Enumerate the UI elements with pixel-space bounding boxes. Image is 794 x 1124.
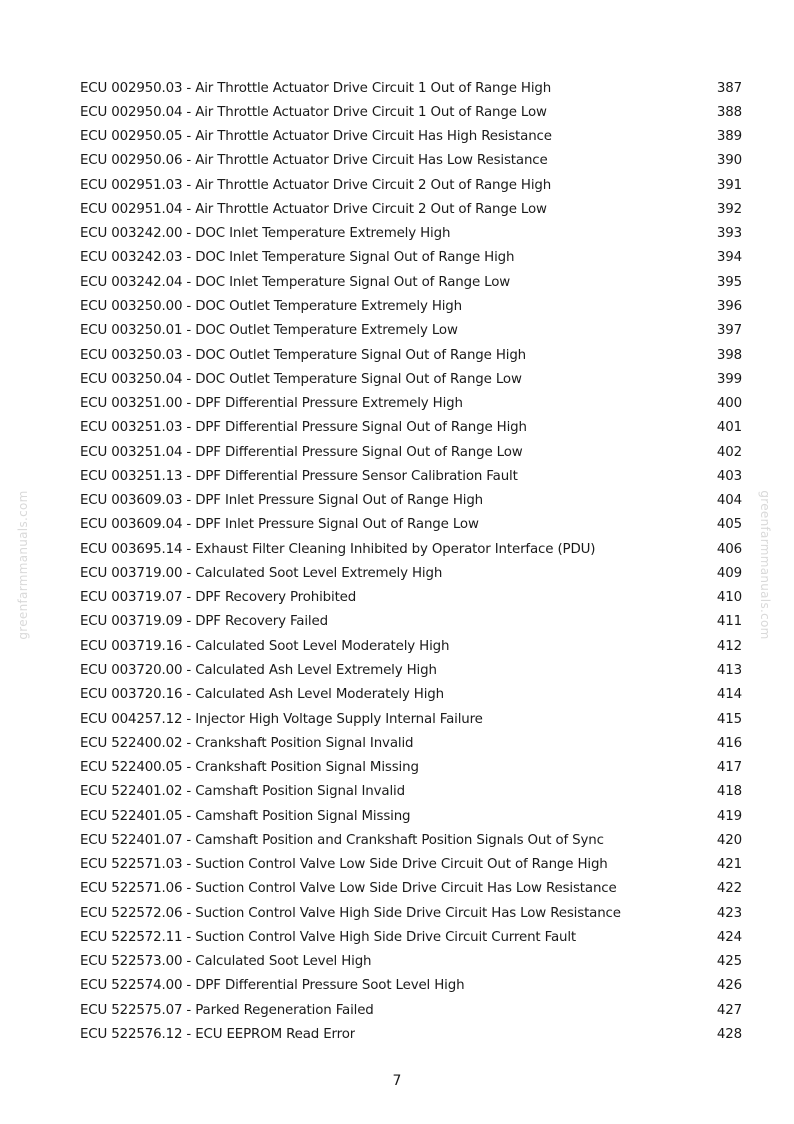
toc-entry[interactable] <box>80 319 742 343</box>
toc-entry[interactable] <box>80 76 742 100</box>
toc-entry-title: ECU 002950.03 - Air Throttle Actuator Drive Circuit 1 Out of Range High <box>80 80 552 96</box>
toc-entry-page: 416 <box>716 735 742 751</box>
toc-entry[interactable] <box>80 974 742 998</box>
toc-entry-title: ECU 003609.03 - DPF Inlet Pressure Signal Out of Range High <box>80 493 484 509</box>
toc-entry[interactable] <box>80 780 742 804</box>
toc-entry[interactable] <box>80 125 742 149</box>
toc-entry-title: ECU 002950.04 - Air Throttle Actuator Drive Circuit 1 Out of Range Low <box>80 104 547 120</box>
toc-entry-title: ECU 003250.03 - DOC Outlet Temperature Signal Out of Range High <box>80 347 527 363</box>
toc-entry[interactable] <box>80 610 742 634</box>
toc-entry-page: 396 <box>716 299 742 315</box>
toc-entry[interactable] <box>80 1022 742 1046</box>
toc-entry-page: 387 <box>716 80 742 96</box>
toc-entry-title: ECU 003242.04 - DOC Inlet Temperature Signal Out of Range Low <box>80 274 511 290</box>
toc-entry-page: 409 <box>716 565 742 581</box>
toc-entry[interactable] <box>80 755 742 779</box>
toc-entry-page: 399 <box>716 371 742 387</box>
toc-entry-title: ECU 002951.04 - Air Throttle Actuator Drive Circuit 2 Out of Range Low <box>80 201 547 217</box>
toc-entry[interactable] <box>80 513 742 537</box>
toc-entry-title: ECU 003250.01 - DOC Outlet Temperature Extremely Low <box>80 323 458 339</box>
toc-entry-title: ECU 522571.06 - Suction Control Valve Low Side Drive Circuit Has Low Resistance <box>80 881 617 897</box>
toc-entry[interactable] <box>80 173 742 197</box>
toc-entry[interactable] <box>80 586 742 610</box>
toc-entry-page: 413 <box>716 663 742 678</box>
toc-entry[interactable] <box>80 853 742 877</box>
toc-entry-page: 422 <box>716 881 742 897</box>
toc-entry[interactable] <box>80 998 742 1022</box>
toc-entry-title: ECU 003719.16 - Calculated Soot Level Moderately High <box>80 638 450 654</box>
toc-entry-page: 400 <box>716 396 742 412</box>
toc-entry-page: 424 <box>716 929 742 945</box>
toc-entry-page: 419 <box>716 808 742 824</box>
toc-entry[interactable] <box>80 343 742 367</box>
toc-entry-page: 406 <box>716 541 742 557</box>
toc-entry[interactable] <box>80 464 742 488</box>
toc-entry-title: ECU 003719.09 - DPF Recovery Failed <box>80 614 328 630</box>
watermark-left: greenfarmmanuals.com <box>16 490 30 640</box>
toc-entry-title: ECU 002950.05 - Air Throttle Actuator Drive Circuit Has High Resistance <box>80 129 552 145</box>
toc-entry[interactable] <box>80 440 742 464</box>
toc-entry[interactable] <box>80 100 742 124</box>
toc-entry-title: ECU 522576.12 - ECU EEPROM Read Error <box>80 1026 356 1042</box>
toc-entry-title: ECU 003251.04 - DPF Differential Pressure Signal Out of Range Low <box>80 444 523 460</box>
toc-entry-page: 402 <box>716 444 742 460</box>
toc-entry-page: 393 <box>716 226 742 242</box>
toc-entry-page: 405 <box>716 517 742 533</box>
toc-entry-title: ECU 522571.03 - Suction Control Valve Low Side Drive Circuit Out of Range High <box>80 857 608 873</box>
toc-entry-title: ECU 522573.00 - Calculated Soot Level High <box>80 954 372 970</box>
toc-entry[interactable] <box>80 294 742 318</box>
watermark-right: greenfarmmanuals.com <box>758 490 772 640</box>
toc-entry[interactable] <box>80 416 742 440</box>
toc-entry-title: ECU 003251.03 - DPF Differential Pressure Signal Out of Range High <box>80 420 527 436</box>
toc-entry-page: 395 <box>716 274 742 290</box>
toc-entry[interactable] <box>80 658 742 682</box>
toc-entry-page: 411 <box>716 614 742 630</box>
page-number: 7 <box>392 1073 402 1089</box>
toc-entry-title: ECU 522400.02 - Crankshaft Position Signal Invalid <box>80 735 414 751</box>
toc-entry-title: ECU 522401.02 - Camshaft Position Signal Invalid <box>80 784 405 800</box>
toc-entry[interactable] <box>80 537 742 561</box>
toc-entry-page: 414 <box>716 687 742 703</box>
toc-entry-page: 391 <box>716 177 742 193</box>
toc-entry-title: ECU 003695.14 - Exhaust Filter Cleaning Inhibited by Operator Interface (PDU) <box>80 541 596 557</box>
toc-entry[interactable] <box>80 877 742 901</box>
toc-entry[interactable] <box>80 804 742 828</box>
toc-entry-title: ECU 522574.00 - DPF Differential Pressure Soot Level High <box>80 978 465 994</box>
toc-entry-page: 418 <box>716 784 742 800</box>
toc-entry-page: 398 <box>716 347 742 363</box>
toc-entry-title: ECU 002950.06 - Air Throttle Actuator Drive Circuit Has Low Resistance <box>80 153 548 169</box>
toc-entry-page: 389 <box>716 129 742 145</box>
toc-entry-page: 403 <box>716 468 742 484</box>
toc-entry-title: ECU 003720.00 - Calculated Ash Level Extremely High <box>80 663 437 678</box>
toc-entry[interactable] <box>80 683 742 707</box>
toc-entry-title: ECU 003251.13 - DPF Differential Pressure Sensor Calibration Fault <box>80 468 518 484</box>
toc-entry-page: 425 <box>716 954 742 970</box>
toc-entry[interactable] <box>80 901 742 925</box>
toc-entry[interactable] <box>80 270 742 294</box>
toc-entry-page: 415 <box>716 711 742 727</box>
toc-entry-page: 423 <box>716 905 742 921</box>
toc-entry-title: ECU 522400.05 - Crankshaft Position Signal Missing <box>80 760 419 776</box>
table-of-contents <box>80 76 742 1047</box>
toc-entry[interactable] <box>80 707 742 731</box>
toc-entry-page: 404 <box>716 493 742 509</box>
toc-entry-page: 392 <box>716 201 742 217</box>
toc-entry-page: 417 <box>716 760 742 776</box>
toc-entry[interactable] <box>80 391 742 415</box>
toc-entry-title: ECU 003720.16 - Calculated Ash Level Moderately High <box>80 687 444 703</box>
toc-entry-title: ECU 522572.06 - Suction Control Valve High Side Drive Circuit Has Low Resistance <box>80 905 621 921</box>
toc-entry[interactable] <box>80 489 742 513</box>
toc-entry-page: 412 <box>716 638 742 654</box>
toc-entry-page: 421 <box>716 857 742 873</box>
toc-entry[interactable] <box>80 222 742 246</box>
toc-entry-page: 420 <box>716 832 742 848</box>
toc-entry-title: ECU 003609.04 - DPF Inlet Pressure Signal Out of Range Low <box>80 517 479 533</box>
toc-entry-title: ECU 003719.00 - Calculated Soot Level Extremely High <box>80 565 443 581</box>
toc-entry-title: ECU 522575.07 - Parked Regeneration Failed <box>80 1002 374 1018</box>
toc-entry[interactable] <box>80 925 742 949</box>
toc-entry[interactable] <box>80 828 742 852</box>
toc-entry-page: 388 <box>716 104 742 120</box>
toc-entry-page: 401 <box>716 420 742 436</box>
toc-entry-page: 426 <box>716 978 742 994</box>
toc-entry-page: 394 <box>716 250 742 266</box>
toc-entry[interactable] <box>80 731 742 755</box>
toc-entry-page: 410 <box>716 590 742 606</box>
toc-entry-title: ECU 003250.04 - DOC Outlet Temperature Signal Out of Range Low <box>80 371 522 387</box>
toc-entry-title: ECU 003719.07 - DPF Recovery Prohibited <box>80 590 357 606</box>
toc-entry-title: ECU 002951.03 - Air Throttle Actuator Drive Circuit 2 Out of Range High <box>80 177 552 193</box>
toc-entry-page: 428 <box>716 1026 742 1042</box>
toc-entry[interactable] <box>80 634 742 658</box>
toc-entry-title: ECU 522572.11 - Suction Control Valve High Side Drive Circuit Current Fault <box>80 929 577 945</box>
toc-entry[interactable] <box>80 561 742 585</box>
toc-entry[interactable] <box>80 246 742 270</box>
toc-entry-title: ECU 003250.00 - DOC Outlet Temperature Extremely High <box>80 299 462 315</box>
toc-entry-page: 390 <box>716 153 742 169</box>
toc-entry-title: ECU 522401.07 - Camshaft Position and Crankshaft Position Signals Out of Sync <box>80 832 604 848</box>
toc-entry-title: ECU 522401.05 - Camshaft Position Signal Missing <box>80 808 411 824</box>
toc-entry-title: ECU 003242.03 - DOC Inlet Temperature Signal Out of Range High <box>80 250 515 266</box>
toc-entry[interactable] <box>80 950 742 974</box>
toc-entry-title: ECU 003242.00 - DOC Inlet Temperature Extremely High <box>80 226 451 242</box>
toc-entry[interactable] <box>80 197 742 221</box>
toc-entry[interactable] <box>80 149 742 173</box>
toc-entry-title: ECU 003251.00 - DPF Differential Pressure Extremely High <box>80 396 463 412</box>
toc-entry-title: ECU 004257.12 - Injector High Voltage Supply Internal Failure <box>80 711 483 727</box>
toc-entry-page: 397 <box>716 323 742 339</box>
toc-entry-page: 427 <box>716 1002 742 1018</box>
toc-entry[interactable] <box>80 367 742 391</box>
